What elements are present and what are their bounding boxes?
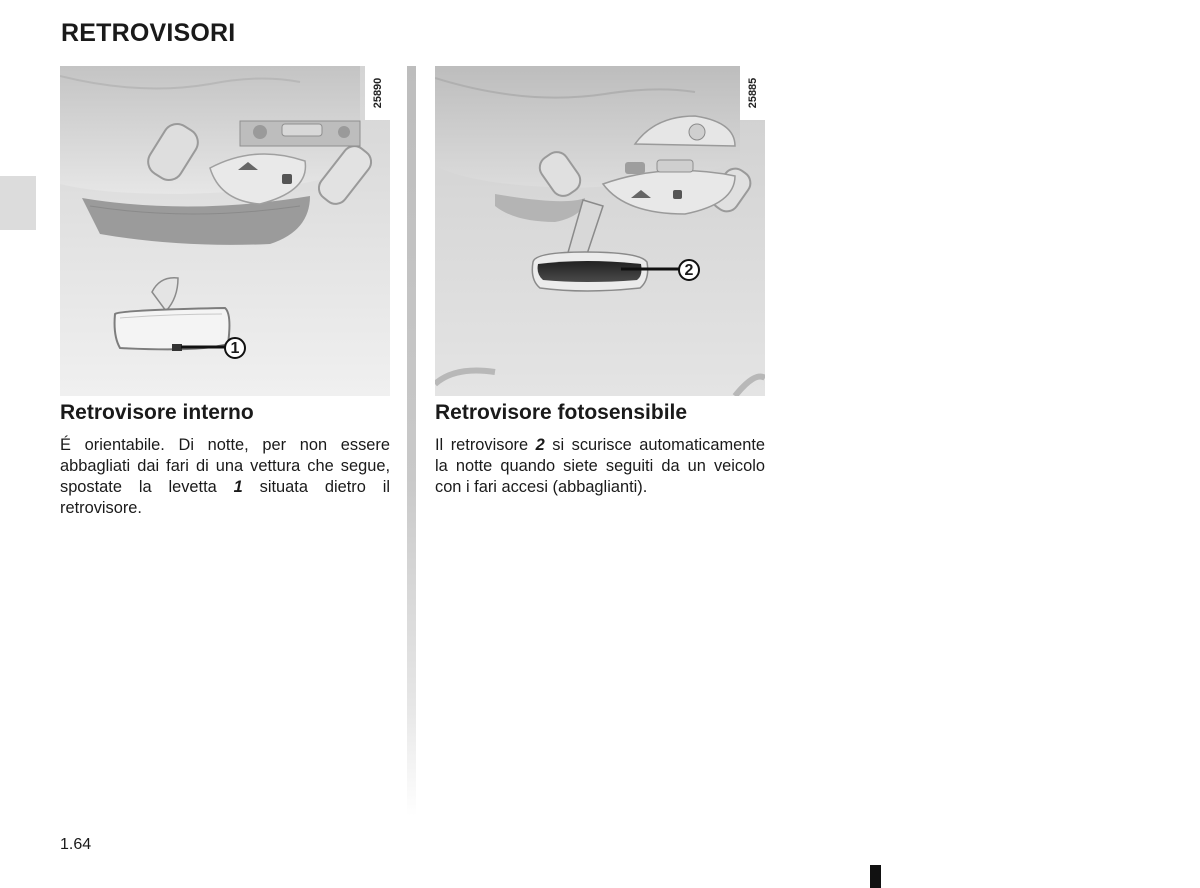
paragraph-photosensitive-mirror xyxy=(435,435,765,498)
page-number: 1.64 xyxy=(60,836,92,853)
photosensitive-mirror-illustration xyxy=(435,66,765,396)
paragraph-text: É orientabile. Di notte, per non essere abbagliati dai fari di una vettura che segue, spostate la levetta xyxy=(60,436,390,496)
section-heading-interior-mirror: Retrovisore interno xyxy=(60,401,254,424)
section-heading-photosensitive-mirror: Retrovisore fotosensibile xyxy=(435,401,688,424)
column-divider xyxy=(407,66,416,816)
paragraph-interior-mirror xyxy=(60,435,390,519)
figure-code xyxy=(365,66,390,120)
figure-photosensitive-mirror xyxy=(435,66,765,396)
paragraph-text: situata dietro il retrovisore. xyxy=(60,478,390,517)
end-of-section-mark xyxy=(870,865,881,888)
paragraph-text: Il retrovisore xyxy=(435,436,536,454)
callout-1: 1 xyxy=(224,337,246,359)
section-tab xyxy=(0,176,36,230)
reference-number: 2 xyxy=(535,436,545,454)
figure-interior-mirror xyxy=(60,66,390,396)
figure-code-label: 25890 xyxy=(371,77,384,109)
reference-number: 1 xyxy=(233,478,243,496)
page-title: RETROVISORI xyxy=(61,19,236,47)
figure-code-label: 25885 xyxy=(746,77,759,109)
figure-code xyxy=(740,66,765,120)
callout-2: 2 xyxy=(678,259,700,281)
paragraph-text: si scurisce automaticamente la notte quando siete seguiti da un veicolo con i fari accesi (abbaglianti). xyxy=(435,436,766,496)
